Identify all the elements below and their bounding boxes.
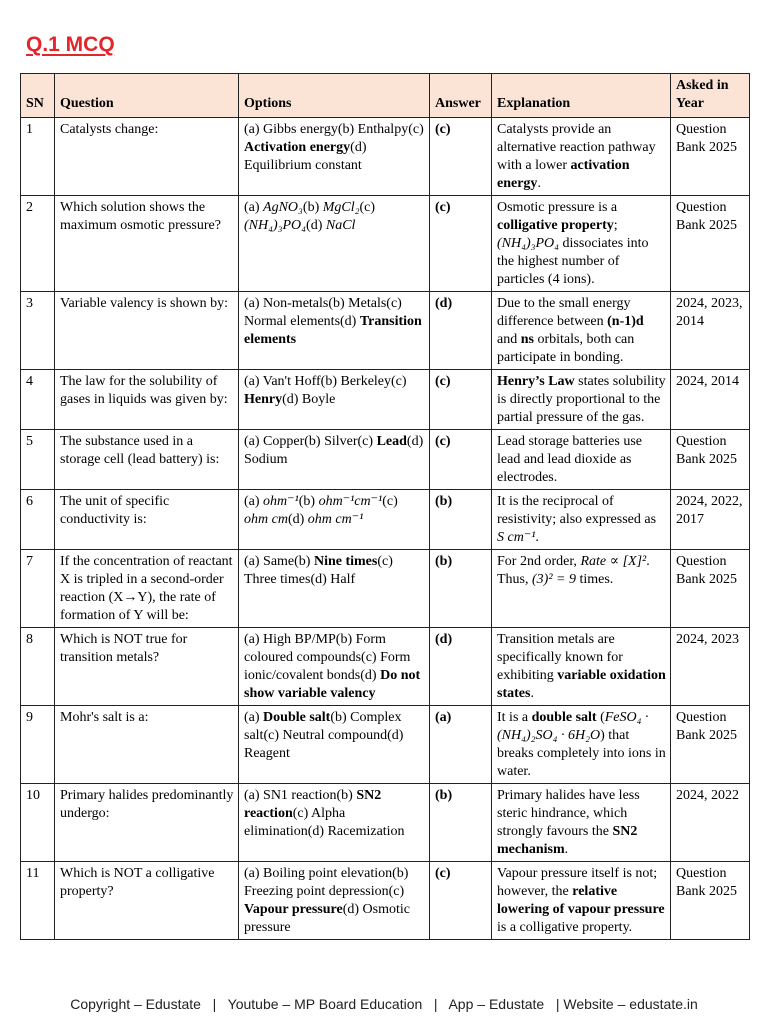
cell-options-segment: (a) — [244, 710, 264, 725]
cell-explanation — [492, 196, 671, 292]
cell-explanation-segment: Catalysts provide an alternative reaction pathway with a lower — [497, 122, 656, 173]
cell-question: Primary halides predominantly undergo: — [55, 784, 239, 862]
cell-options-segment: (c) — [359, 200, 376, 215]
header-question: Question — [55, 74, 239, 118]
cell-options — [239, 550, 430, 628]
cell-answer: (b) — [430, 490, 492, 550]
cell-question: Mohr's salt is a: — [55, 706, 239, 784]
cell-options-segment: (a) SN1 reaction(b) — [244, 788, 357, 803]
cell-explanation — [492, 370, 671, 430]
header-explanation: Explanation — [492, 74, 671, 118]
cell-explanation-segment: It is a — [497, 710, 532, 725]
cell-options-segment: (c) — [382, 494, 398, 509]
footer: Copyright – Edustate | Youtube – MP Board Education | App – Edustate | Website – edustate.in — [70, 996, 698, 1012]
cell-options-segment: Activation energy — [244, 140, 351, 155]
cell-year: 2024, 2022, 2017 — [671, 490, 750, 550]
cell-options-segment: (b) — [302, 200, 323, 215]
cell-answer: (c) — [430, 370, 492, 430]
table-row — [21, 292, 750, 370]
cell-sn: 4 — [21, 370, 55, 430]
cell-year: Question Bank 2025 — [671, 430, 750, 490]
cell-options-segment: (b) Complex salt(c) Neutral compound(d) Reagent — [244, 710, 404, 761]
cell-question: The unit of specific conductivity is: — [55, 490, 239, 550]
cell-question: The substance used in a storage cell (lead battery) is: — [55, 430, 239, 490]
table-row — [21, 784, 750, 862]
cell-sn: 3 — [21, 292, 55, 370]
cell-options — [239, 196, 430, 292]
table-row — [21, 862, 750, 940]
cell-year: Question Bank 2025 — [671, 862, 750, 940]
cell-question: Variable valency is shown by: — [55, 292, 239, 370]
cell-options-segment: (a) Boiling point elevation(b) Freezing point depression(c) — [244, 866, 409, 899]
header-sn: SN — [21, 74, 55, 118]
cell-options-segment: Transition elements — [244, 314, 422, 347]
cell-explanation — [492, 784, 671, 862]
cell-sn: 6 — [21, 490, 55, 550]
cell-explanation-segment: ( — [596, 710, 605, 725]
header-options: Options — [239, 74, 430, 118]
cell-explanation-segment: Vapour pressure itself is not; however, the — [497, 866, 658, 899]
cell-options-segment: NaCl — [325, 218, 356, 233]
cell-options-segment: AgNO₃ — [263, 200, 303, 215]
cell-explanation-segment: FeSO₄ · (NH₄)₂SO₄ · 6H₂O — [497, 710, 649, 743]
cell-options-segment: (c) Three times(d) Half — [244, 554, 393, 587]
cell-year: 2024, 2022 — [671, 784, 750, 862]
cell-options-segment: ohm cm — [244, 512, 288, 527]
cell-options-segment: (a) — [244, 200, 264, 215]
cell-options — [239, 370, 430, 430]
cell-explanation-segment: is a colligative property. — [497, 920, 633, 935]
cell-explanation-segment: variable oxidation states — [497, 668, 666, 701]
cell-year: Question Bank 2025 — [671, 196, 750, 292]
cell-sn: 10 — [21, 784, 55, 862]
cell-options-segment: Double salt — [263, 710, 331, 725]
cell-options-segment: (a) Same(b) — [244, 554, 314, 569]
cell-question: If the concentration of reactant X is tripled in a second-order reaction (X→Y), the rate of formation of Y will be: — [55, 550, 239, 628]
cell-sn: 8 — [21, 628, 55, 706]
cell-explanation-segment: . Thus, — [497, 554, 650, 587]
cell-explanation-segment: (NH₄)₃PO₄ — [497, 236, 560, 251]
cell-explanation-segment: . — [530, 686, 534, 701]
cell-answer: (a) — [430, 706, 492, 784]
cell-explanation-segment: (n-1)d — [607, 314, 644, 329]
cell-explanation-segment: Henry’s Law — [497, 374, 575, 389]
cell-explanation — [492, 550, 671, 628]
table-row — [21, 628, 750, 706]
cell-explanation-segment: It is the reciprocal of resistivity; also expressed as — [497, 494, 657, 527]
cell-sn: 1 — [21, 118, 55, 196]
cell-options — [239, 862, 430, 940]
cell-options-segment: Lead — [376, 434, 407, 449]
cell-explanation-segment: Rate ∝ [X]² — [580, 554, 647, 569]
cell-options — [239, 706, 430, 784]
cell-options-segment: ohm⁻¹cm⁻¹ — [318, 494, 383, 509]
cell-explanation-segment: and — [497, 332, 521, 347]
cell-explanation-segment: colligative property — [497, 218, 614, 233]
cell-explanation-segment: double salt — [531, 710, 597, 725]
cell-question: The law for the solubility of gases in liquids was given by: — [55, 370, 239, 430]
cell-explanation-segment: . — [535, 530, 539, 545]
cell-options-segment: (a) — [244, 494, 264, 509]
page-title: Q.1 MCQ — [26, 33, 115, 56]
cell-explanation-segment: ) that breaks completely into ions in water. — [497, 728, 666, 779]
header-answer: Answer — [430, 74, 492, 118]
cell-options — [239, 292, 430, 370]
cell-explanation-segment: dissociates into the highest number of particles (4 ions). — [497, 236, 649, 287]
cell-options-segment: Henry — [244, 392, 283, 407]
cell-options-segment: (d) Equilibrium constant — [244, 140, 367, 173]
cell-year: 2024, 2014 — [671, 370, 750, 430]
table-row — [21, 430, 750, 490]
cell-options-segment: (a) Van't Hoff(b) Berkeley(c) — [244, 374, 407, 389]
cell-options-segment: Do not show variable valency — [244, 668, 421, 701]
table-row — [21, 706, 750, 784]
cell-sn: 5 — [21, 430, 55, 490]
cell-explanation-segment: Due to the small energy difference between — [497, 296, 631, 329]
cell-explanation-segment: Transition metals are specifically known for exhibiting — [497, 632, 623, 683]
cell-explanation — [492, 490, 671, 550]
cell-options-segment: MgCl₂ — [322, 200, 360, 215]
cell-sn: 2 — [21, 196, 55, 292]
cell-explanation — [492, 706, 671, 784]
cell-explanation-segment: ns — [520, 332, 534, 347]
cell-options — [239, 628, 430, 706]
cell-options-segment: (b) — [298, 494, 319, 509]
cell-options-segment: (c) Alpha elimination(d) Racemization — [244, 806, 405, 839]
cell-explanation-segment: ; — [613, 218, 618, 233]
cell-explanation — [492, 628, 671, 706]
cell-answer: (c) — [430, 430, 492, 490]
cell-year: Question Bank 2025 — [671, 706, 750, 784]
cell-explanation-segment: SN2 mechanism — [497, 824, 638, 857]
table-row — [21, 118, 750, 196]
cell-explanation-segment: activation energy — [497, 158, 630, 191]
cell-explanation-segment: Lead storage batteries use lead and lead dioxide as electrodes. — [497, 434, 642, 485]
cell-question: Which is NOT true for transition metals? — [55, 628, 239, 706]
cell-explanation-segment: states solubility is directly proportional to the partial pressure of the gas. — [497, 374, 666, 425]
cell-explanation — [492, 430, 671, 490]
cell-explanation-segment: S cm⁻¹ — [497, 530, 536, 545]
cell-options-segment: (d) — [287, 512, 308, 527]
cell-sn: 11 — [21, 862, 55, 940]
cell-explanation-segment: Primary halides have less steric hindrance, which strongly favours the — [497, 788, 640, 839]
table-row — [21, 550, 750, 628]
cell-explanation — [492, 292, 671, 370]
cell-options-segment: (a) Gibbs energy(b) Enthalpy(c) — [244, 122, 424, 137]
cell-explanation — [492, 862, 671, 940]
cell-options-segment: (d) Boyle — [282, 392, 336, 407]
table-row — [21, 370, 750, 430]
cell-options-segment: (d) Sodium — [244, 434, 424, 467]
cell-options-segment: Vapour pressure — [244, 902, 343, 917]
cell-answer: (d) — [430, 628, 492, 706]
cell-sn: 9 — [21, 706, 55, 784]
cell-options-segment: Nine times — [313, 554, 378, 569]
cell-explanation-segment: times. — [575, 572, 614, 587]
cell-options-segment: (NH₄)₃PO₄ — [244, 218, 307, 233]
cell-explanation — [492, 118, 671, 196]
cell-options — [239, 430, 430, 490]
cell-answer: (b) — [430, 550, 492, 628]
cell-options-segment: (d) — [306, 218, 326, 233]
cell-year: 2024, 2023, 2014 — [671, 292, 750, 370]
cell-explanation-segment: For 2nd order, — [497, 554, 581, 569]
cell-explanation-segment: (3)² = 9 — [532, 572, 576, 587]
cell-options — [239, 118, 430, 196]
table-row — [21, 490, 750, 550]
cell-question: Catalysts change: — [55, 118, 239, 196]
cell-sn: 7 — [21, 550, 55, 628]
cell-answer: (c) — [430, 118, 492, 196]
cell-year: Question Bank 2025 — [671, 118, 750, 196]
cell-explanation-segment: orbitals, both can participate in bonding. — [497, 332, 635, 365]
cell-answer: (c) — [430, 196, 492, 292]
cell-year: 2024, 2023 — [671, 628, 750, 706]
cell-options-segment: (a) High BP/MP(b) Form coloured compounds(c) Form ionic/covalent bonds(d) — [244, 632, 411, 683]
table-row — [21, 196, 750, 292]
cell-options-segment: (a) Copper(b) Silver(c) — [244, 434, 377, 449]
cell-question: Which is NOT a colligative property? — [55, 862, 239, 940]
cell-explanation-segment: relative lowering of vapour pressure — [497, 884, 665, 917]
mcq-table — [20, 73, 750, 940]
cell-options-segment: ohm cm⁻¹ — [307, 512, 364, 527]
table-header-row — [21, 74, 750, 118]
cell-year: Question Bank 2025 — [671, 550, 750, 628]
cell-options — [239, 784, 430, 862]
cell-question: Which solution shows the maximum osmotic pressure? — [55, 196, 239, 292]
cell-answer: (c) — [430, 862, 492, 940]
cell-options-segment: (a) Non-metals(b) Metals(c) Normal elements(d) — [244, 296, 402, 329]
cell-options-segment: (d) Osmotic pressure — [244, 902, 410, 935]
cell-explanation-segment: Osmotic pressure is a — [497, 200, 618, 215]
cell-options-segment: ohm⁻¹ — [263, 494, 299, 509]
cell-options-segment: SN2 reaction — [244, 788, 382, 821]
header-year: Asked in Year — [671, 74, 750, 118]
cell-explanation-segment: . — [537, 176, 541, 191]
cell-explanation-segment: . — [564, 842, 569, 857]
cell-options — [239, 490, 430, 550]
cell-answer: (d) — [430, 292, 492, 370]
cell-answer: (b) — [430, 784, 492, 862]
